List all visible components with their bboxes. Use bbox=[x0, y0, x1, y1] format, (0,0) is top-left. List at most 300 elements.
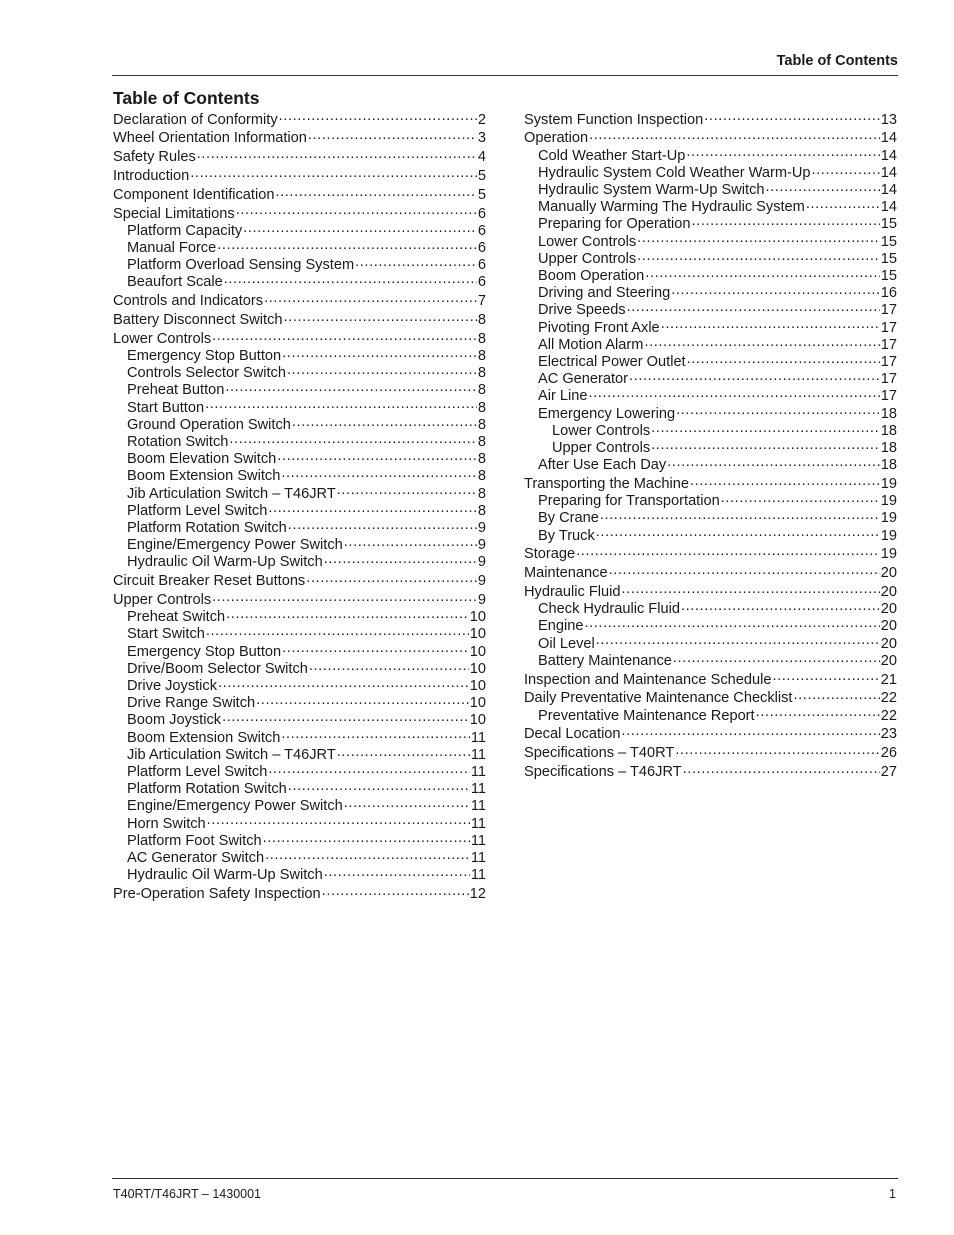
toc-entry[interactable] bbox=[524, 406, 897, 423]
toc-entry[interactable] bbox=[113, 417, 486, 434]
dot-leader bbox=[268, 764, 470, 776]
toc-entry[interactable] bbox=[524, 440, 897, 457]
toc-entry-label: Preheat Button bbox=[127, 382, 225, 399]
toc-entry-page: 14 bbox=[880, 182, 897, 198]
toc-entry-page: 8 bbox=[477, 347, 486, 364]
toc-entry-label: Platform Capacity bbox=[127, 222, 243, 239]
toc-entry-page: 13 bbox=[880, 111, 897, 128]
toc-entry[interactable] bbox=[113, 520, 486, 537]
toc-entry-label: Specifications – T46JRT bbox=[524, 764, 682, 781]
dot-leader bbox=[190, 168, 477, 180]
toc-entry-label: System Function Inspection bbox=[524, 111, 704, 128]
toc-entry[interactable] bbox=[113, 695, 486, 712]
toc-entry-page: 5 bbox=[477, 186, 486, 203]
toc-entry-label: Preheat Switch bbox=[127, 609, 226, 626]
toc-entry-page: 11 bbox=[470, 781, 486, 798]
toc-title: Table of Contents bbox=[113, 88, 260, 108]
toc-entry-label: Boom Extension Switch bbox=[127, 468, 281, 485]
toc-entry-label: Engine bbox=[538, 618, 584, 635]
toc-entry-page: 9 bbox=[477, 573, 486, 590]
toc-entry[interactable] bbox=[113, 312, 486, 329]
toc-entry[interactable] bbox=[524, 584, 897, 601]
toc-entry-page: 14 bbox=[880, 130, 897, 147]
toc-entry[interactable] bbox=[113, 149, 486, 166]
toc-entry[interactable] bbox=[113, 451, 486, 468]
toc-right-column bbox=[524, 110, 897, 781]
toc-entry-page: 9 bbox=[477, 554, 486, 571]
toc-entry[interactable] bbox=[113, 206, 486, 223]
toc-entry-label: Platform Rotation Switch bbox=[127, 520, 287, 537]
dot-leader bbox=[205, 400, 477, 412]
toc-entry-page: 8 bbox=[477, 330, 486, 347]
dot-leader bbox=[197, 149, 477, 161]
toc-entry[interactable] bbox=[113, 434, 486, 451]
dot-leader bbox=[212, 331, 477, 343]
dot-leader bbox=[690, 476, 880, 488]
toc-entry-label: Circuit Breaker Reset Buttons bbox=[113, 573, 306, 590]
toc-entry-page: 8 bbox=[477, 311, 486, 328]
toc-entry[interactable] bbox=[524, 199, 897, 216]
dot-leader bbox=[206, 626, 469, 638]
dot-leader bbox=[812, 165, 880, 177]
toc-entry-page: 14 bbox=[880, 164, 897, 181]
toc-entry[interactable] bbox=[524, 708, 897, 725]
dot-leader bbox=[756, 708, 880, 720]
toc-entry[interactable] bbox=[524, 546, 897, 563]
toc-entry-page: 15 bbox=[880, 268, 897, 285]
toc-entry-page: 8 bbox=[477, 416, 486, 433]
toc-entry-page: 21 bbox=[880, 671, 897, 688]
dot-leader bbox=[596, 528, 880, 540]
dot-leader bbox=[588, 388, 879, 400]
toc-entry[interactable] bbox=[524, 618, 897, 635]
toc-entry-page: 10 bbox=[469, 695, 486, 712]
dot-leader bbox=[217, 240, 477, 252]
toc-entry-page: 8 bbox=[477, 365, 486, 382]
toc-entry-label: Engine/Emergency Power Switch bbox=[127, 537, 343, 554]
toc-entry-page: 19 bbox=[880, 546, 897, 563]
toc-entry[interactable] bbox=[113, 274, 486, 291]
toc-entry-page: 8 bbox=[477, 399, 486, 416]
toc-entry[interactable] bbox=[113, 833, 486, 850]
toc-entry-label: Storage bbox=[524, 546, 576, 563]
toc-entry-label: AC Generator Switch bbox=[127, 850, 265, 867]
toc-entry-label: Preventative Maintenance Report bbox=[538, 707, 755, 724]
toc-entry-page: 5 bbox=[477, 167, 486, 184]
toc-entry-label: Transporting the Machine bbox=[524, 476, 689, 493]
dot-leader bbox=[673, 653, 880, 665]
toc-entry-page: 17 bbox=[880, 336, 897, 353]
toc-entry[interactable] bbox=[524, 337, 897, 354]
dot-leader bbox=[576, 546, 880, 558]
toc-entry[interactable] bbox=[524, 285, 897, 302]
header-divider bbox=[112, 75, 898, 76]
toc-entry[interactable] bbox=[524, 510, 897, 527]
toc-entry-page: 6 bbox=[477, 257, 486, 274]
toc-entry-page: 20 bbox=[880, 565, 897, 582]
toc-entry-page: 20 bbox=[880, 601, 897, 618]
dot-leader bbox=[683, 764, 880, 776]
toc-entry-page: 18 bbox=[880, 405, 897, 422]
toc-entry-page: 17 bbox=[880, 319, 897, 336]
toc-entry-label: Electrical Power Outlet bbox=[538, 354, 686, 371]
toc-entry[interactable] bbox=[113, 240, 486, 257]
footer-page-number: 1 bbox=[889, 1187, 896, 1201]
dot-leader bbox=[806, 199, 880, 211]
toc-entry[interactable] bbox=[113, 554, 486, 571]
dot-leader bbox=[282, 348, 477, 360]
toc-entry-label: Preparing for Transportation bbox=[538, 493, 720, 510]
dot-leader bbox=[337, 486, 477, 498]
dot-leader bbox=[275, 187, 476, 199]
dot-leader bbox=[306, 573, 477, 585]
toc-entry[interactable] bbox=[113, 112, 486, 129]
toc-entry-label: Battery Maintenance bbox=[538, 652, 672, 669]
toc-entry-label: Engine/Emergency Power Switch bbox=[127, 798, 343, 815]
dot-leader bbox=[308, 130, 477, 142]
toc-entry[interactable] bbox=[113, 592, 486, 609]
toc-entry-page: 11 bbox=[470, 867, 486, 884]
toc-entry-page: 7 bbox=[477, 293, 486, 310]
toc-entry[interactable] bbox=[524, 457, 897, 474]
toc-entry-label: Battery Disconnect Switch bbox=[113, 311, 283, 328]
dot-leader bbox=[284, 312, 477, 324]
toc-entry-page: 17 bbox=[880, 302, 897, 319]
dot-leader bbox=[692, 216, 880, 228]
toc-entry[interactable] bbox=[113, 331, 486, 348]
toc-entry[interactable] bbox=[113, 661, 486, 678]
toc-entry-page: 6 bbox=[477, 239, 486, 256]
dot-leader bbox=[637, 234, 880, 246]
toc-entry-label: Boom Operation bbox=[538, 268, 645, 285]
toc-entry[interactable] bbox=[524, 354, 897, 371]
dot-leader bbox=[651, 440, 880, 452]
dot-leader bbox=[207, 816, 470, 828]
toc-entry-label: Pre-Operation Safety Inspection bbox=[113, 886, 321, 903]
toc-entry-page: 20 bbox=[880, 652, 897, 669]
toc-entry-label: Rotation Switch bbox=[127, 434, 229, 450]
toc-entry-page: 9 bbox=[477, 592, 486, 609]
toc-entry-label: Upper Controls bbox=[538, 250, 637, 267]
toc-entry-label: Ground Operation Switch bbox=[127, 416, 291, 433]
toc-entry-page: 17 bbox=[880, 388, 897, 405]
toc-entry-page: 11 bbox=[470, 815, 486, 832]
toc-entry-label: Lower Controls bbox=[113, 330, 212, 347]
dot-leader bbox=[281, 730, 470, 742]
dot-leader bbox=[344, 798, 470, 810]
dot-leader bbox=[226, 609, 469, 621]
dot-leader bbox=[288, 781, 470, 793]
dot-leader bbox=[676, 406, 880, 418]
toc-entry-page: 8 bbox=[477, 502, 486, 519]
toc-entry-label: Hydraulic System Warm-Up Switch bbox=[538, 182, 765, 198]
dot-leader bbox=[667, 457, 880, 469]
dot-leader bbox=[644, 337, 879, 349]
toc-entry-label: Operation bbox=[524, 130, 589, 147]
dot-leader bbox=[704, 112, 880, 124]
toc-entry[interactable] bbox=[113, 468, 486, 485]
dot-leader bbox=[292, 417, 477, 429]
toc-entry-page: 11 bbox=[470, 764, 486, 781]
toc-entry[interactable] bbox=[524, 565, 897, 582]
toc-entry-label: Inspection and Maintenance Schedule bbox=[524, 671, 772, 688]
toc-entry-page: 2 bbox=[477, 111, 486, 128]
toc-entry-page: 15 bbox=[880, 250, 897, 267]
toc-entry-page: 22 bbox=[880, 690, 897, 707]
toc-entry-page: 15 bbox=[880, 233, 897, 250]
toc-entry[interactable] bbox=[113, 609, 486, 626]
toc-entry-label: Declaration of Conformity bbox=[113, 111, 278, 128]
dot-leader bbox=[218, 678, 469, 690]
dot-leader bbox=[637, 251, 880, 263]
toc-entry-page: 10 bbox=[469, 626, 486, 643]
toc-entry-page: 19 bbox=[880, 493, 897, 510]
toc-entry[interactable] bbox=[524, 690, 897, 707]
dot-leader bbox=[225, 382, 477, 394]
dot-leader bbox=[222, 712, 469, 724]
dot-leader bbox=[794, 690, 880, 702]
dot-leader bbox=[721, 493, 880, 505]
toc-entry[interactable] bbox=[113, 130, 486, 147]
toc-entry-label: Introduction bbox=[113, 167, 190, 184]
toc-entry[interactable] bbox=[113, 816, 486, 833]
toc-entry-label: Hydraulic System Cold Weather Warm-Up bbox=[538, 164, 811, 181]
toc-entry[interactable] bbox=[524, 423, 897, 440]
dot-leader bbox=[687, 354, 880, 366]
toc-entry-label: Platform Level Switch bbox=[127, 764, 268, 781]
toc-entry[interactable] bbox=[113, 730, 486, 747]
toc-entry-label: Upper Controls bbox=[113, 592, 212, 609]
toc-entry-label: Oil Level bbox=[538, 635, 595, 652]
footer-model: T40RT/T46JRT – 1430001 bbox=[113, 1187, 262, 1201]
toc-entry-page: 19 bbox=[880, 510, 897, 527]
toc-entry-page: 11 bbox=[470, 798, 486, 815]
dot-leader bbox=[766, 182, 880, 194]
toc-entry[interactable] bbox=[524, 182, 897, 199]
toc-entry[interactable] bbox=[524, 493, 897, 510]
toc-entry-page: 6 bbox=[477, 222, 486, 239]
toc-entry-page: 4 bbox=[477, 149, 486, 166]
toc-entry[interactable] bbox=[524, 112, 897, 129]
dot-leader bbox=[268, 503, 477, 515]
toc-entry-page: 6 bbox=[477, 205, 486, 222]
toc-entry[interactable] bbox=[113, 867, 486, 884]
toc-entry-label: Platform Overload Sensing System bbox=[127, 257, 355, 274]
toc-entry-label: AC Generator bbox=[538, 371, 629, 388]
toc-entry-label: Component Identification bbox=[113, 186, 275, 203]
toc-entry-page: 12 bbox=[469, 886, 486, 903]
dot-leader bbox=[686, 148, 879, 160]
toc-entry-page: 9 bbox=[477, 520, 486, 537]
toc-entry[interactable] bbox=[524, 601, 897, 618]
toc-entry[interactable] bbox=[524, 216, 897, 233]
dot-leader bbox=[322, 886, 469, 898]
toc-entry-page: 18 bbox=[880, 457, 897, 474]
toc-entry-label: Hydraulic Fluid bbox=[524, 584, 621, 601]
toc-entry-label: Drive Speeds bbox=[538, 302, 626, 319]
dot-leader bbox=[309, 661, 469, 673]
toc-entry[interactable] bbox=[113, 223, 486, 240]
dot-leader bbox=[651, 423, 880, 435]
dot-leader bbox=[645, 268, 879, 280]
dot-leader bbox=[287, 365, 477, 377]
toc-entry-label: Safety Rules bbox=[113, 149, 196, 166]
toc-entry-page: 10 bbox=[469, 643, 486, 660]
toc-entry[interactable] bbox=[113, 503, 486, 520]
toc-entry-page: 10 bbox=[469, 660, 486, 677]
toc-entry-page: 11 bbox=[470, 746, 486, 763]
toc-entry[interactable] bbox=[113, 747, 486, 764]
toc-entry-label: Jib Articulation Switch – T46JRT bbox=[127, 485, 336, 502]
toc-entry-page: 9 bbox=[477, 537, 486, 554]
toc-entry-label: Specifications – T40RT bbox=[524, 745, 675, 762]
toc-entry-label: Platform Foot Switch bbox=[127, 832, 262, 849]
toc-entry-label: Air Line bbox=[538, 388, 588, 405]
toc-entry-label: Drive Joystick bbox=[127, 678, 218, 695]
toc-entry-label: Emergency Stop Button bbox=[127, 347, 282, 364]
toc-entry[interactable] bbox=[113, 187, 486, 204]
dot-leader bbox=[622, 584, 880, 596]
toc-entry[interactable] bbox=[113, 168, 486, 185]
toc-entry-page: 23 bbox=[880, 726, 897, 743]
toc-entry-page: 19 bbox=[880, 527, 897, 544]
toc-entry[interactable] bbox=[524, 388, 897, 405]
dot-leader bbox=[596, 636, 880, 648]
toc-entry[interactable] bbox=[113, 644, 486, 661]
toc-entry-page: 8 bbox=[477, 468, 486, 485]
running-header-title: Table of Contents bbox=[776, 53, 898, 69]
toc-entry[interactable] bbox=[524, 234, 897, 251]
dot-leader bbox=[355, 257, 477, 269]
toc-entry-label: Drive/Boom Selector Switch bbox=[127, 660, 308, 677]
toc-entry-page: 8 bbox=[477, 451, 486, 468]
toc-entry[interactable] bbox=[524, 764, 897, 781]
toc-entry-page: 14 bbox=[880, 147, 897, 164]
toc-entry-label: Manual Force bbox=[127, 239, 217, 256]
toc-entry-label: Boom Elevation Switch bbox=[127, 451, 277, 468]
toc-entry-label: Platform Rotation Switch bbox=[127, 781, 287, 798]
toc-entry[interactable] bbox=[524, 251, 897, 268]
toc-entry[interactable] bbox=[113, 626, 486, 643]
toc-entry-page: 15 bbox=[880, 216, 897, 233]
toc-entry[interactable] bbox=[113, 486, 486, 503]
toc-entry-label: Horn Switch bbox=[127, 815, 206, 832]
toc-entry-page: 22 bbox=[880, 707, 897, 724]
toc-entry[interactable] bbox=[524, 371, 897, 388]
dot-leader bbox=[288, 520, 477, 532]
toc-entry-label: Controls Selector Switch bbox=[127, 365, 286, 382]
toc-entry[interactable] bbox=[113, 850, 486, 867]
toc-entry[interactable] bbox=[113, 293, 486, 310]
toc-entry[interactable] bbox=[113, 798, 486, 815]
dot-leader bbox=[622, 726, 880, 738]
toc-entry[interactable] bbox=[113, 781, 486, 798]
toc-entry-page: 10 bbox=[469, 609, 486, 626]
toc-entry[interactable] bbox=[524, 320, 897, 337]
dot-leader bbox=[584, 618, 879, 630]
dot-leader bbox=[277, 451, 477, 463]
toc-entry-page: 8 bbox=[477, 434, 486, 450]
toc-entry[interactable] bbox=[113, 400, 486, 417]
toc-entry[interactable] bbox=[524, 302, 897, 319]
dot-leader bbox=[224, 274, 477, 286]
toc-entry[interactable] bbox=[113, 348, 486, 365]
toc-entry-page: 19 bbox=[880, 476, 897, 493]
toc-entry-label: Hydraulic Oil Warm-Up Switch bbox=[127, 554, 323, 571]
toc-entry-page: 10 bbox=[469, 712, 486, 729]
dot-leader bbox=[263, 833, 470, 845]
toc-entry-label: Pivoting Front Axle bbox=[538, 319, 660, 336]
toc-entry[interactable] bbox=[113, 764, 486, 781]
toc-entry-label: Lower Controls bbox=[552, 422, 651, 439]
toc-entry-page: 17 bbox=[880, 354, 897, 371]
toc-entry[interactable] bbox=[524, 745, 897, 762]
toc-entry[interactable] bbox=[113, 382, 486, 399]
dot-leader bbox=[212, 592, 477, 604]
toc-entry[interactable] bbox=[524, 268, 897, 285]
toc-entry[interactable] bbox=[524, 476, 897, 493]
toc-entry-label: All Motion Alarm bbox=[538, 336, 644, 353]
toc-entry[interactable] bbox=[524, 165, 897, 182]
toc-entry[interactable] bbox=[524, 636, 897, 653]
toc-entry[interactable] bbox=[113, 678, 486, 695]
toc-entry-label: Manually Warming The Hydraulic System bbox=[538, 199, 805, 216]
dot-leader bbox=[279, 112, 477, 124]
toc-entry[interactable] bbox=[113, 573, 486, 590]
toc-entry-label: Lower Controls bbox=[538, 233, 637, 250]
toc-entry[interactable] bbox=[524, 148, 897, 165]
toc-entry[interactable] bbox=[524, 528, 897, 545]
dot-leader bbox=[661, 320, 880, 332]
toc-entry[interactable] bbox=[113, 365, 486, 382]
dot-leader bbox=[229, 434, 476, 446]
toc-entry-label: Emergency Stop Button bbox=[127, 643, 282, 660]
toc-entry-label: Upper Controls bbox=[552, 440, 651, 457]
toc-entry[interactable] bbox=[113, 257, 486, 274]
dot-leader bbox=[236, 206, 477, 218]
footer-divider bbox=[112, 1178, 898, 1179]
toc-entry-label: Start Switch bbox=[127, 626, 205, 643]
toc-entry-page: 10 bbox=[469, 678, 486, 695]
toc-entry-label: Drive Range Switch bbox=[127, 695, 256, 712]
dot-leader bbox=[324, 867, 470, 879]
toc-entry-page: 20 bbox=[880, 618, 897, 635]
toc-entry-label: Controls and Indicators bbox=[113, 293, 264, 310]
dot-leader bbox=[282, 644, 469, 656]
toc-entry-label: Maintenance bbox=[524, 565, 608, 582]
toc-entry-label: Start Button bbox=[127, 399, 205, 416]
toc-entry[interactable] bbox=[113, 886, 486, 903]
toc-entry[interactable] bbox=[524, 130, 897, 147]
toc-entry[interactable] bbox=[113, 712, 486, 729]
toc-entry-page: 16 bbox=[880, 285, 897, 302]
toc-entry[interactable] bbox=[113, 537, 486, 554]
dot-leader bbox=[671, 285, 880, 297]
toc-entry[interactable] bbox=[524, 726, 897, 743]
toc-entry-page: 11 bbox=[470, 850, 486, 867]
toc-entry-label: By Truck bbox=[538, 527, 595, 544]
toc-entry-page: 3 bbox=[477, 130, 486, 147]
dot-leader bbox=[627, 302, 880, 314]
toc-entry-page: 18 bbox=[880, 422, 897, 439]
toc-entry-label: By Crane bbox=[538, 510, 599, 527]
toc-entry[interactable] bbox=[524, 672, 897, 689]
toc-entry-page: 27 bbox=[880, 764, 897, 781]
toc-entry-page: 6 bbox=[477, 274, 486, 291]
toc-left-column bbox=[113, 110, 486, 903]
dot-leader bbox=[600, 510, 880, 522]
toc-entry[interactable] bbox=[524, 653, 897, 670]
